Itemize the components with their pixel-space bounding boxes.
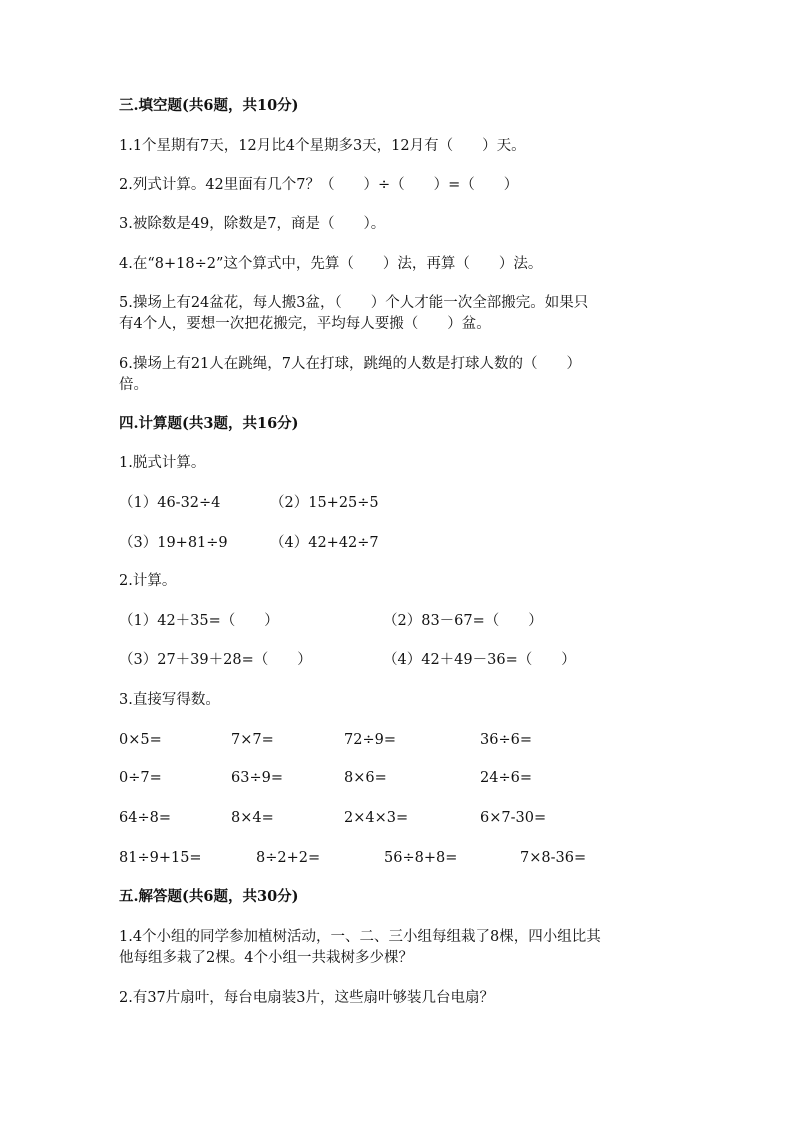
s4-q3-r1-c4: 36÷6= (480, 732, 532, 748)
s3-question-5-line1: 5.操场上有24盆花，每人搬3盆，（ ）个人才能一次全部搬完。如果只 (119, 295, 589, 311)
s4-q3-r3-c3: 2×4×3= (344, 810, 409, 826)
s3-question-2: 2.列式计算。42里面有几个7？（ ）÷（ ）=（ ） (119, 177, 519, 193)
s4-q1-item-3: （3）19+81÷9 (119, 535, 228, 551)
s3-question-5-line2: 有4个人，要想一次把花搬完，平均每人要搬（ ）盆。 (119, 316, 491, 332)
s4-q3-title: 3.直接写得数。 (119, 692, 220, 708)
section4-heading: 四.计算题(共3题，共16分) (119, 415, 299, 432)
s4-q3-r2-c4: 24÷6= (480, 770, 532, 786)
s4-q3-r3-c2: 8×4= (231, 810, 274, 826)
s4-q3-r2-c3: 8×6= (344, 770, 387, 786)
s4-q2-item-3: （3）27＋39＋28=（ ） (119, 652, 312, 668)
s4-q2-item-2: （2）83－67=（ ） (383, 613, 543, 629)
s4-q1-item-4: （4）42+42÷7 (270, 535, 379, 551)
section5-heading: 五.解答题(共6题，共30分) (119, 888, 299, 905)
s4-q1-title: 1.脱式计算。 (119, 455, 206, 471)
s4-q1-item-1: （1）46-32÷4 (119, 495, 221, 511)
s4-q3-r1-c2: 7×7= (231, 732, 274, 748)
s4-q3-r1-c1: 0×5= (119, 732, 162, 748)
s4-q2-item-1: （1）42＋35=（ ） (119, 613, 279, 629)
s4-q3-r4-c2: 8÷2+2= (256, 850, 321, 866)
s4-q2-title: 2.计算。 (119, 573, 177, 589)
s4-q1-item-2: （2）15+25÷5 (270, 495, 379, 511)
s5-question-1-line1: 1.4个小组的同学参加植树活动，一、二、三小组每组栽了8棵，四小组比其 (119, 929, 601, 945)
section3-heading: 三.填空题(共6题，共10分) (119, 97, 299, 114)
s3-question-4: 4.在“8+18÷2”这个算式中，先算（ ）法，再算（ ）法。 (119, 256, 543, 272)
s4-q2-item-4: （4）42＋49－36=（ ） (383, 652, 576, 668)
s3-question-3: 3.被除数是49，除数是7，商是（ ）。 (119, 216, 386, 232)
s4-q3-r2-c1: 0÷7= (119, 770, 162, 786)
s4-q3-r2-c2: 63÷9= (231, 770, 283, 786)
s4-q3-r4-c4: 7×8-36= (520, 850, 587, 866)
s3-question-6-line1: 6.操场上有21人在跳绳，7人在打球，跳绳的人数是打球人数的（ ） (119, 356, 582, 372)
s5-question-1-line2: 他每组多栽了2棵。4个小组一共栽树多少棵？ (119, 950, 413, 966)
s5-question-2: 2.有37片扇叶，每台电扇装3片，这些扇叶够装几台电扇？ (119, 990, 495, 1006)
s4-q3-r4-c1: 81÷9+15= (119, 850, 202, 866)
s3-question-6-line2: 倍。 (119, 377, 148, 393)
s4-q3-r1-c3: 72÷9= (344, 732, 396, 748)
s4-q3-r3-c4: 6×7-30= (480, 810, 547, 826)
s3-question-1: 1.1个星期有7天，12月比4个星期多3天，12月有（ ）天。 (119, 138, 526, 154)
s4-q3-r3-c1: 64÷8= (119, 810, 171, 826)
s4-q3-r4-c3: 56÷8+8= (384, 850, 458, 866)
